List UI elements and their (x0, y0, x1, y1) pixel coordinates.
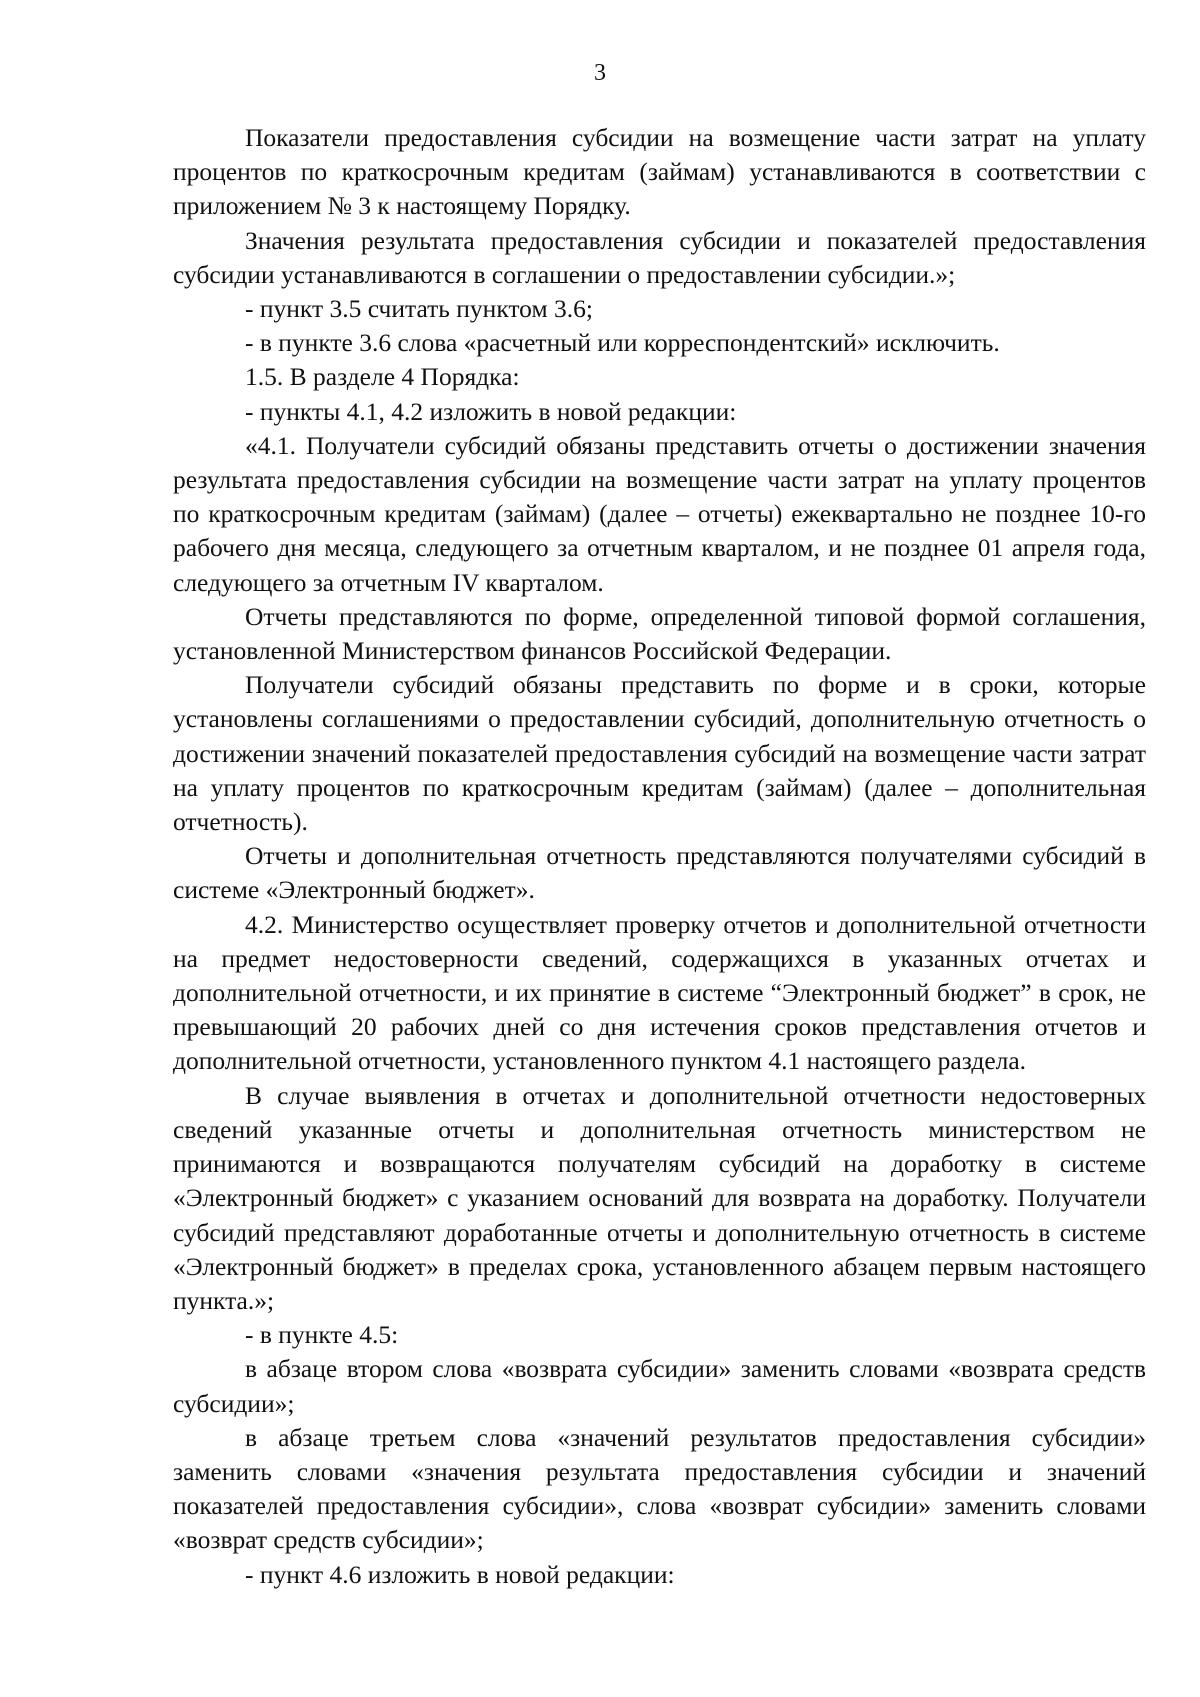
paragraph: «4.1. Получатели субсидий обязаны представить отчеты о достижении значения результата предоставления субсидии на возмещение части затрат на уплату процентов по краткосрочным кредитам (займам) (далее – отчеты) ежеквартально не позднее 10-го рабочего дня месяца, следующего за отчетным кварталом, и не позднее 01 апреля года, следующего за отчетным IV кварталом. (173, 430, 1146, 597)
paragraph: 1.5. В разделе 4 Порядка: (245, 362, 520, 392)
paragraph: в абзаце третьем слова «значений результатов предоставления субсидии» заменить словами «значения результата предоставления субсидии и значений показателей предоставления субсидии», слова «возврат субсидии» заменить словами «возврат средств субсидии»; (173, 1422, 1146, 1555)
paragraph: - пункты 4.1, 4.2 изложить в новой редакции: (245, 396, 737, 426)
paragraph: Отчеты представляются по форме, определенной типовой формой соглашения, установленной Министерством финансов Российской Федерации. (173, 601, 1146, 666)
paragraph: 4.2. Министерство осуществляет проверку отчетов и дополнительной отчетности на предмет недостоверности сведений, содержащихся в указанных отчетах и дополнительной отчетности, и их принятие в системе “Электронный бюджет” в срок, не превышающий 20 рабочих дней со дня истечения сроков представления отчетов и дополнительной отчетности, установленного пунктом 4.1 настоящего раздела. (173, 909, 1146, 1076)
paragraph: Отчеты и дополнительная отчетность представляются получателями субсидий в системе «Электронный бюджет». (173, 841, 1146, 905)
paragraph: Значения результата предоставления субсидии и показателей предоставления субсидии устанавливаются в соглашении о предоставлении субсидии.»; (173, 225, 1146, 289)
paragraph: - в пункте 4.5: (245, 1320, 399, 1350)
paragraph: в абзаце втором слова «возврата субсидии» заменить словами «возврата средств субсидии»; (173, 1354, 1146, 1418)
paragraph: - пункт 3.5 считать пунктом 3.6; (245, 294, 593, 324)
paragraph: Показатели предоставления субсидии на возмещение части затрат на уплату процентов по краткосрочным кредитам (займам) устанавливаются в соответствии с приложением № 3 к настоящему Порядку. (173, 123, 1146, 221)
page-number: 3 (594, 60, 606, 86)
paragraph: Получатели субсидий обязаны представить по форме и в сроки, которые установлены соглашениями о предоставлении субсидий, дополнительную отчетность о достижении значений показателей предоставления субсидий на возмещение части затрат на уплату процентов по краткосрочным кредитам (займам) (далее – дополнительная отчетность). (173, 670, 1146, 837)
document-body (173, 121, 1146, 1592)
paragraph: В случае выявления в отчетах и дополнительной отчетности недостоверных сведений указанные отчеты и дополнительная отчетность министерством не принимаются и возвращаются получателям субсидий на доработку в системе «Электронный бюджет» с указанием оснований для возврата на доработку. Получатели субсидий представляют доработанные отчеты и дополнительную отчетность в системе «Электронный бюджет» в пределах срока, установленного абзацем первым настоящего пункта.»; (173, 1080, 1146, 1315)
paragraph: - в пункте 3.6 слова «расчетный или корреспондентский» исключить. (245, 328, 1000, 358)
paragraph: - пункт 4.6 изложить в новой редакции: (245, 1559, 675, 1589)
